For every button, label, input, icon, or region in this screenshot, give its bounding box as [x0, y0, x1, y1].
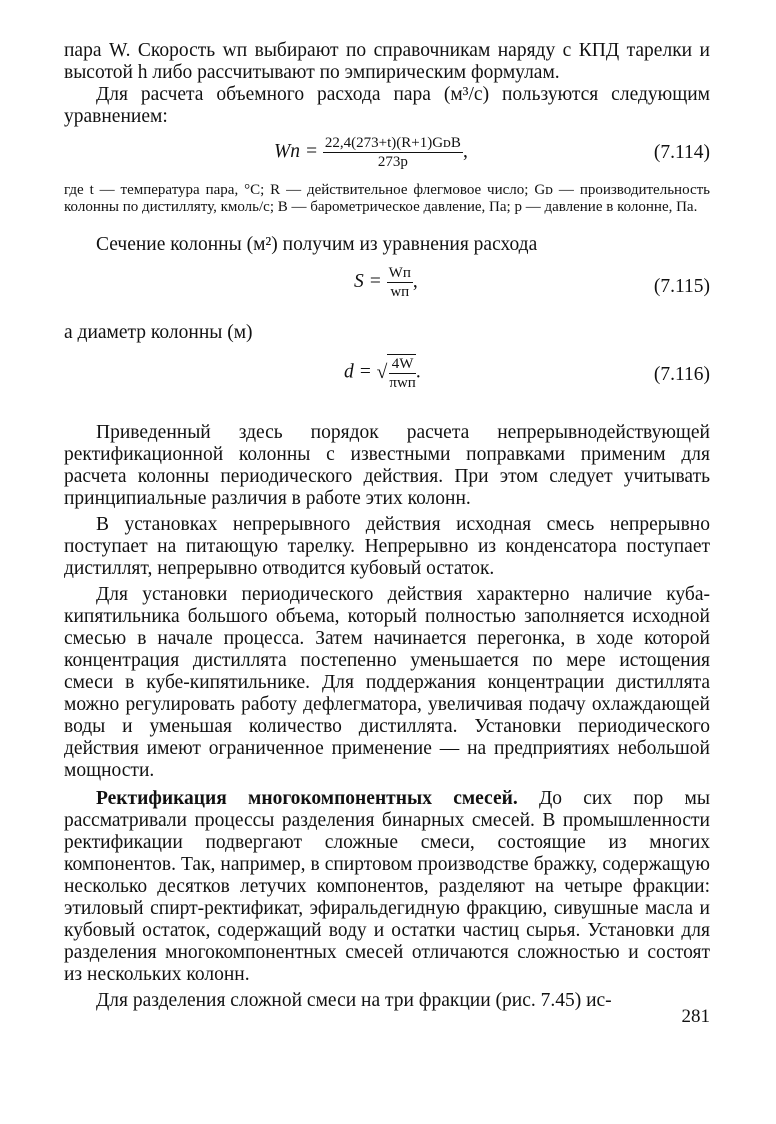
- eq115-number: (7.115): [653, 276, 710, 297]
- paragraph-4: а диаметр колонны (м): [64, 322, 253, 343]
- eq115-numerator: Wп: [388, 265, 411, 281]
- eq114-numerator: 22,4(273+t)(R+1)GᴅB: [324, 135, 461, 151]
- section-heading: Ректификация многокомпонентных смесей.: [96, 788, 518, 809]
- paragraph-1: пара W. Скорость wп выбирают по справочникам наряду с КПД тарелки и высотой h либо рассчитывают по эмпирическим формулам.: [64, 40, 710, 83]
- paragraph-6: В установках непрерывного действия исходная смесь непрерывно поступает на питающую тарелку. Непрерывно из конденсатора поступает дистиллят, непрерывно отводится кубовый остаток.: [64, 514, 710, 579]
- paragraph-8-body: До сих пор мы рассматривали процессы разделения бинарных смесей. В промышленности ректификации подвергают сложные смеси, состоящие из многих компонентов. Так, например, в спиртовом производстве бражку, содержащую несколько десятков летучих компонентов, разделяют на четыре фракции: этиловый спирт-ректификат, эфиральдегидную фракцию, сивушные масла и кубовый остаток, содержащий воду и остатки частиц сырья. Установки для разделения многокомпонентных смесей отличаются сложностью и состоят из нескольких колонн.: [64, 788, 710, 985]
- eq116-number: (7.116): [653, 364, 710, 385]
- paragraph-9: Для разделения сложной смеси на три фракции (рис. 7.45) ис-: [96, 990, 612, 1011]
- eq114-number: (7.114): [653, 142, 710, 163]
- eq116-denominator: πwп: [389, 375, 416, 391]
- eq115-tail: ,: [412, 270, 418, 292]
- eq115-denominator: wп: [390, 284, 410, 300]
- eq116-tail: .: [415, 361, 421, 383]
- eq114-lhs: Wп =: [274, 140, 319, 162]
- eq115-lhs: S =: [354, 270, 382, 292]
- sqrt-sign: √ $\frac{4W}{\text{πwп}}$: [376, 356, 416, 391]
- paragraph-5: Приведенный здесь порядок расчета непрерывнодействующей ректификационной колонны с известными поправками применим для расчета колонны периодического действия. При этом следует учитывать принципиальные различия в работе этих колонн.: [64, 422, 710, 509]
- paragraph-8: [64, 788, 710, 986]
- where-clause-114: где t — температура пара, °С; R — действительное флегмовое число; Gᴅ — производительность колонны по дистилляту, кмоль/с; B — барометрическое давление, Па; p — давление в колонне, Па.: [64, 182, 710, 215]
- eq114-denominator: 273p: [377, 154, 408, 170]
- eq115-fraction: [387, 264, 413, 301]
- eq116-fraction: [389, 355, 415, 392]
- page-number: 281: [681, 1006, 710, 1027]
- equation-7-114: [64, 134, 710, 174]
- page-content: [64, 40, 710, 1012]
- eq114-fraction: [323, 134, 463, 171]
- eq116-numerator: 4W: [389, 355, 415, 374]
- paragraph-2: Для расчета объемного расхода пара (м³/с) пользуются следующим уравнением:: [64, 84, 710, 127]
- paragraph-7: Для установки периодического действия характерно наличие куба-кипятильника большого объема, который полностью заполняется исходной смесью в начале процесса. Затем начинается перегонка, в ходе которой концентрация дистиллята постепенно уменьшается по мере истощения смеси в кубе-кипятильнике. Для поддержания концентрации дистиллята можно регулировать работу дефлегматора, увеличивая подачу охлаждающей воды и уменьшая количество дистиллята. Установки периодического действия имеют ограниченное применение — на предприятиях небольшой мощности.: [64, 584, 710, 781]
- equation-7-116: [64, 352, 710, 402]
- equation-7-115: [64, 264, 710, 308]
- paragraph-3: Сечение колонны (м²) получим из уравнения расхода: [96, 234, 538, 255]
- eq114-tail: ,: [462, 140, 468, 162]
- eq116-lhs: d =: [344, 361, 372, 383]
